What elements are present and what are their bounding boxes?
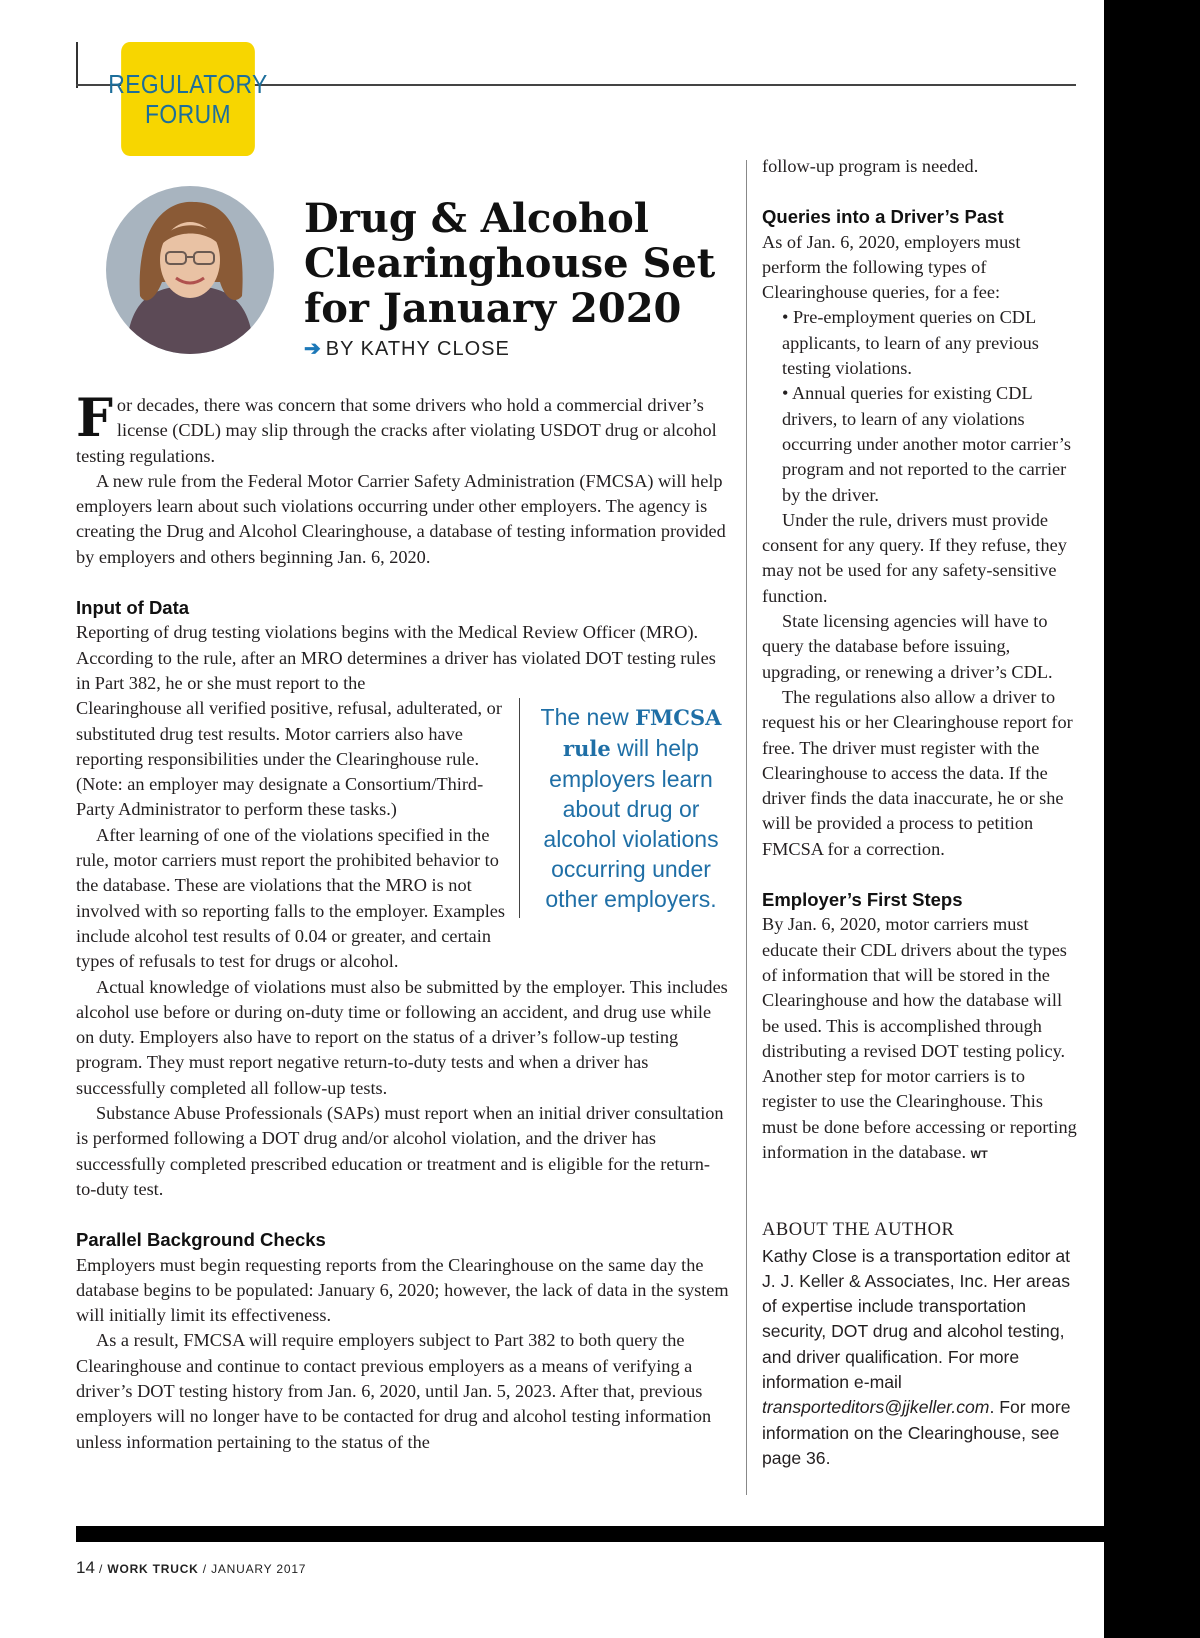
footer-rule bbox=[76, 1526, 1122, 1542]
byline bbox=[304, 336, 510, 361]
body-paragraph: Employers must begin requesting reports from the Clearinghouse on the same day the database begins to be populated: January 6, 2020; however, the lack of data in the system will initially limit its effectiveness. bbox=[76, 1254, 729, 1326]
pull-quote-emphasis: FMCSA rule bbox=[563, 705, 722, 762]
author-photo bbox=[106, 186, 274, 354]
author-heading: ABOUT THE AUTHOR bbox=[762, 1220, 955, 1241]
pull-quote bbox=[519, 698, 730, 918]
section-heading: Employer’s First Steps bbox=[762, 889, 963, 911]
body-paragraph: As of Jan. 6, 2020, employers must perform the following types of Clearinghouse queries, for a fee: bbox=[762, 231, 1021, 303]
footer-separator: / bbox=[94, 1562, 108, 1576]
end-mark: WT bbox=[970, 1148, 988, 1161]
article-right-column bbox=[762, 154, 1080, 1471]
byline-text: BY KATHY CLOSE bbox=[325, 338, 510, 360]
body-paragraph: State licensing agencies will have to query the database before issuing, upgrading, or renewing a driver’s CDL. bbox=[762, 611, 1053, 682]
body-paragraph: Actual knowledge of violations must also be submitted by the employer. This includes alcohol use before or during on-duty time or following an accident, and drug use while on duty. Employers also have to report on the status of a driver’s follow-up testing program. They must report negative return-to-duty tests and when a driver has successfully completed all follow-up tests. bbox=[76, 976, 728, 1098]
paragraph-text: By Jan. 6, 2020, motor carriers must educate their CDL drivers about the types of information that will be stored in the Clearinghouse and how the database will be used. This is accomplished through distributing a revised DOT testing policy. Another step for motor carriers is to register to use the Clearinghouse. This must be done before accessing or reporting information in the database. bbox=[762, 914, 1077, 1162]
body-paragraph bbox=[762, 912, 1080, 1168]
bullet-item: • Annual queries for existing CDL drivers, to learn of any violations occurring under another motor carrier’s program and not reported to the carrier by the driver. bbox=[782, 383, 1071, 505]
body-paragraph: Clearinghouse all verified positive, refusal, adulterated, or substituted drug test results. Motor carriers also have reporting responsibilities under the Clearinghouse rule. (Note: an employer may designate a Consortium/Third-Party Administrator to perform these tasks.) bbox=[76, 698, 502, 820]
body-paragraph: Substance Abuse Professionals (SAPs) must report when an initial driver consultation is performed following a DOT drug and/or alcohol violation, and the driver has successfully completed prescribed education or treatment and is eligible for the return-to-duty test. bbox=[76, 1103, 724, 1199]
drop-cap: F bbox=[76, 388, 113, 449]
arrow-right-icon: ➔ bbox=[304, 338, 322, 360]
body-paragraph: Reporting of drug testing violations begins with the Medical Review Officer (MRO). According to the rule, after an MRO determines a driver has violated DOT testing rules in Part 382, he or she must report to the bbox=[76, 622, 716, 693]
column-divider bbox=[746, 160, 747, 1495]
article-headline: Drug & Alcohol Clearinghouse Set for January 2020 bbox=[304, 195, 716, 332]
body-paragraph: follow-up program is needed. bbox=[762, 156, 979, 176]
issue-date: JANUARY 2017 bbox=[211, 1562, 307, 1576]
pull-quote-text: will help employers learn about drug or alcohol violations occurring under other employers. bbox=[543, 735, 719, 913]
body-paragraph: The regulations also allow a driver to request his or her Clearinghouse report for free. The driver must register with the Clearinghouse to access the data. If the driver finds the data inaccurate, he or she will be provided a process to petition FMCSA for a correction. bbox=[762, 686, 1073, 859]
badge-line-1: REGULATORY bbox=[108, 69, 268, 99]
badge-line-2: FORUM bbox=[144, 99, 232, 129]
intro-paragraph bbox=[76, 388, 730, 469]
page-footer bbox=[76, 1558, 306, 1578]
section-heading: Parallel Background Checks bbox=[76, 1229, 326, 1251]
section-spacer bbox=[76, 570, 730, 595]
body-paragraph: Under the rule, drivers must provide consent for any query. If they refuse, they may not be used for any safety-sensitive function. bbox=[762, 509, 1067, 606]
section-spacer bbox=[76, 1202, 730, 1227]
section-heading: Queries into a Driver’s Past bbox=[762, 206, 1004, 228]
author-email: transporteditors@jjkeller.com bbox=[762, 1397, 990, 1418]
footer-separator: / bbox=[198, 1562, 212, 1576]
section-badge bbox=[108, 42, 268, 156]
bullet-item: • Pre-employment queries on CDL applicants, to learn of any previous testing violations. bbox=[782, 307, 1039, 379]
body-paragraph: After learning of one of the violations specified in the rule, motor carriers must report the prohibited behavior to the database. These are violations that the MRO is not involved with so reporting falls to the employer. Examples include alcohol test results of 0.04 or greater, and certain types of refusals to test for drugs or alcohol. bbox=[76, 824, 506, 972]
article-left-column bbox=[76, 388, 730, 1455]
about-the-author bbox=[762, 1218, 1080, 1471]
body-paragraph: As a result, FMCSA will require employers subject to Part 382 to both query the Clearinghouse and continue to contact previous employers as a means of verifying a driver’s DOT testing history from Jan. 6, 2020, until Jan. 5, 2023. After that, previous employers will no longer have to be contacted for drug and alcohol testing information unless information pertaining to the status of the bbox=[76, 1330, 712, 1452]
author-bio-text: . For more information on the Clearinghouse, see page 36. bbox=[762, 1397, 1071, 1468]
section-spacer bbox=[762, 862, 1080, 887]
body-paragraph: A new rule from the Federal Motor Carrier Safety Administration (FMCSA) will help employers learn about such violations occurring under other employers. The agency is creating the Drug and Alcohol Clearinghouse, a database of testing information provided by employers and others beginning Jan. 6, 2020. bbox=[76, 470, 726, 567]
author-bio-text: Kathy Close is a transportation editor at J. J. Keller & Associates, Inc. Her areas of expertise include transportation security, DOT drug and alcohol testing, and driver qualification. For more information e-mail bbox=[762, 1245, 1071, 1393]
page-edge-bar bbox=[1104, 0, 1200, 1638]
page-number: 14 bbox=[76, 1558, 95, 1577]
header-rule-vertical bbox=[76, 42, 78, 88]
paragraph-text: or decades, there was concern that some drivers who hold a commercial driver’s license (CDL) may slip through the cracks after violating USDOT drug or alcohol testing regulations. bbox=[76, 395, 717, 466]
magazine-name: WORK TRUCK bbox=[107, 1562, 199, 1576]
author-bio bbox=[762, 1244, 1080, 1472]
pull-quote-text: The new bbox=[540, 704, 629, 731]
section-spacer bbox=[762, 179, 1080, 204]
section-heading: Input of Data bbox=[76, 597, 190, 619]
